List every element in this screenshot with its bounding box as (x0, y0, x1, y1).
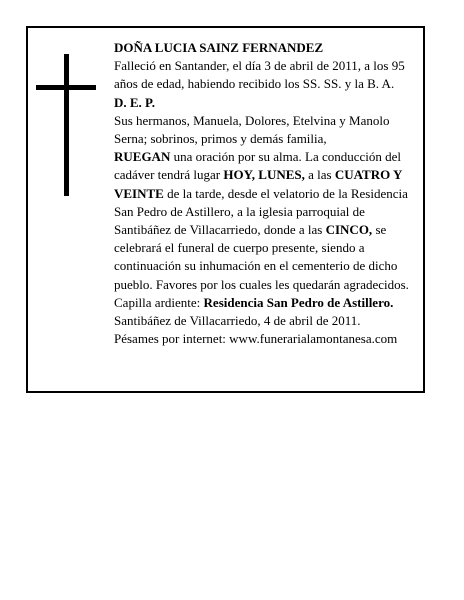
ruegan-word: RUEGAN (114, 149, 171, 165)
cross-icon (36, 54, 96, 196)
place-date: Santibáñez de Villacarriedo, 4 de abril de 2011. (114, 313, 361, 329)
cross-vertical-bar (64, 54, 69, 196)
prayer-request: una oración por su alma. La conducción del cadáver tendrá lugar (114, 149, 402, 183)
at-the-text: a las (304, 167, 335, 183)
obituary-text (114, 39, 418, 348)
dep-line: D. E. P. (114, 94, 156, 110)
wake-route: de la tarde, desde el velatorio de la Residencia San Pedro de Astillero, a la iglesia parroquial de Santibáñez de Villacarriedo, donde a las (114, 185, 408, 238)
deceased-name: DOÑA LUCIA SAINZ FERNANDEZ (114, 40, 324, 55)
funeral-time: CINCO, (325, 222, 373, 238)
funeral-paragraph (114, 148, 418, 312)
funeral-details: se celebrará el funeral de cuerpo presente, siendo a continuación su inhumación en el cementerio de dicho pueblo. Favores por los cuales les quedarán agradecidos. Capilla ardiente: (114, 222, 409, 310)
condolences-line: Pésames por internet: www.funerarialamontanesa.com (114, 331, 398, 347)
cross-horizontal-bar (36, 85, 96, 90)
family-line: Sus hermanos, Manuela, Dolores, Etelvina y Manolo Serna; sobrinos, primos y demás familia, (114, 112, 390, 147)
funeral-day: HOY, LUNES, (223, 167, 305, 183)
death-statement: Falleció en Santander, el día 3 de abril de 2011, a los 95 años de edad, habiendo recibido los SS. SS. y la B. A. (114, 58, 405, 92)
chapel-location: Residencia San Pedro de Astillero. (203, 294, 394, 310)
procession-time: CUATRO Y VEINTE (114, 167, 402, 201)
